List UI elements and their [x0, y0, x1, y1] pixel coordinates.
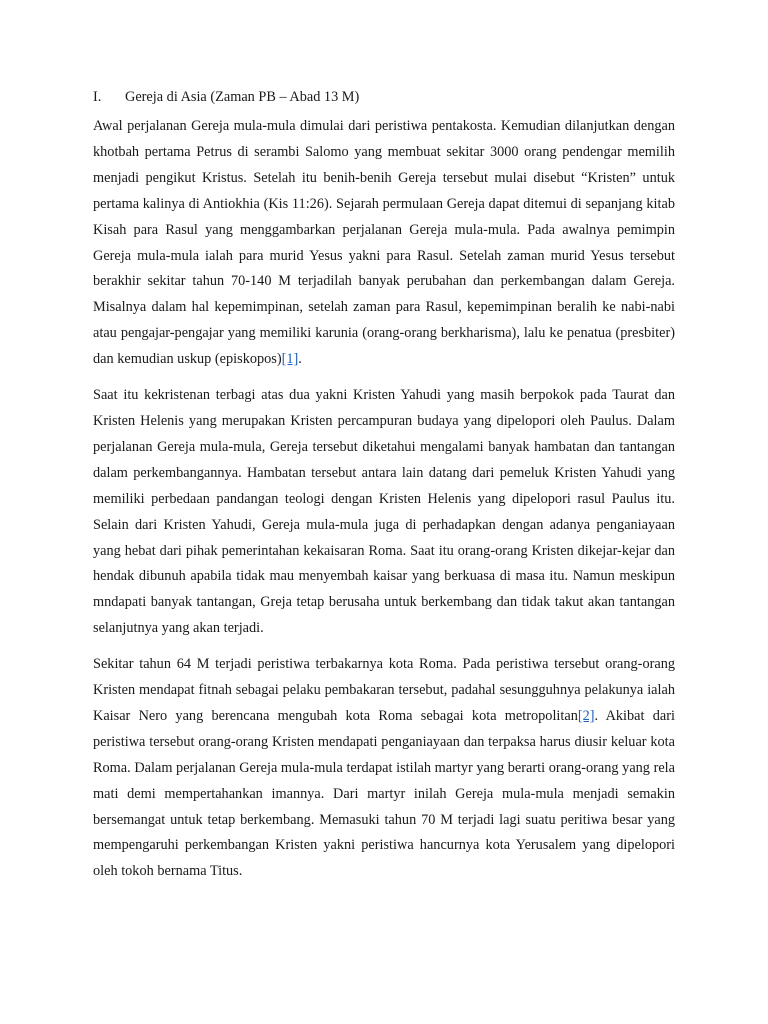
paragraph-3 [93, 652, 675, 885]
paragraph-text: . [298, 351, 302, 368]
paragraph-2 [93, 383, 675, 642]
section-heading [93, 86, 675, 108]
paragraph-text: Awal perjalanan Gereja mula-mula dimulai dari peristiwa pentakosta. Kemudian dilanjutkan dengan khotbah pertama Petrus di serambi Salomo yang membuat sekitar 3000 orang pendengar memilih menjadi pengikut Kristus. Setelah itu benih-benih Gereja tersebut mulai disebut “Kristen” untuk pertama kalinya di Antiokhia (Kis 11:26). Sejarah permulaan Gereja dapat ditemui di sepanjang kitab Kisah para Rasul yang menggambarkan perjalanan Gereja mula-mula. Pada awalnya pemimpin Gereja mula-mula ialah para murid Yesus yakni para Rasul. Setelah zaman murid Yesus tersebut berakhir sekitar tahun 70-140 M terjadilah banyak perubahan dan perkembangan dalam Gereja. Misalnya dalam hal kepemimpinan, setelah zaman para Rasul, kepemimpinan beralih ke nabi-nabi atau pengajar-pengajar yang memiliki karunia (orang-orang berkharisma), lalu ke penatua (presbiter) dan kemudian uskup (episkopos) [93, 118, 675, 368]
footnote-link-1[interactable]: [1] [281, 351, 299, 368]
paragraph-text: Sekitar tahun 64 M terjadi peristiwa terbakarnya kota Roma. Pada peristiwa tersebut orang-orang Kristen mendapat fitnah sebagai pelaku pembakaran tersebut, padahal sesungguhnya pelakunya ialah Kaisar Nero yang berencana mengubah kota Roma sebagai kota metropolitan [93, 656, 675, 724]
document-page [93, 86, 675, 895]
heading-number: I. [93, 89, 102, 105]
paragraph-1 [93, 114, 675, 373]
paragraph-text: . Akibat dari peristiwa tersebut orang-orang Kristen mendapati penganiayaan dan terpaksa harus diusir keluar kota Roma. Dalam perjalanan Gereja mula-mula terdapat istilah martyr yang berarti orang-orang yang rela mati demi mempertahankan imannya. Dari martyr inilah Gereja mula-mula menjadi semakin bersemangat untuk tetap berkembang. Memasuki tahun 70 M terjadi lagi suatu peritiwa besar yang mempengaruhi perkembangan Kristen yakni peristiwa hancurnya kota Yerusalem yang dipelopori oleh tokoh bernama Titus. [93, 707, 675, 880]
heading-title: Gereja di Asia (Zaman PB – Abad 13 M) [125, 89, 360, 105]
footnote-link-2[interactable]: [2] [577, 707, 595, 724]
paragraph-text: Saat itu kekristenan terbagi atas dua yakni Kristen Yahudi yang masih berpokok pada Taurat dan Kristen Helenis yang merupakan Kristen percampuran budaya yang dipelopori oleh Paulus. Dalam perjalanan Gereja mula-mula, Gereja tersebut diketahui mengalami banyak hambatan dan tantangan dalam perkembangannya. Hambatan tersebut antara lain datang dari pemeluk Kristen Yahudi yang memiliki perbedaan pandangan teologi dengan Kristen Helenis yang dipelopori rasul Paulus itu. Selain dari Kristen Yahudi, Gereja mula-mula juga di perhadapkan dengan adanya penganiayaan yang hebat dari pihak pemerintahan kekaisaran Roma. Saat itu orang-orang Kristen dikejar-kejar dan hendak dibunuh apabila tidak mau menyembah kaisar yang berkuasa di masa itu. Namun meskipun mndapati banyak tantangan, Greja tetap berusaha untuk berkembang dan tidak takut akan tantangan selanjutnya yang akan terjadi. [93, 387, 675, 637]
